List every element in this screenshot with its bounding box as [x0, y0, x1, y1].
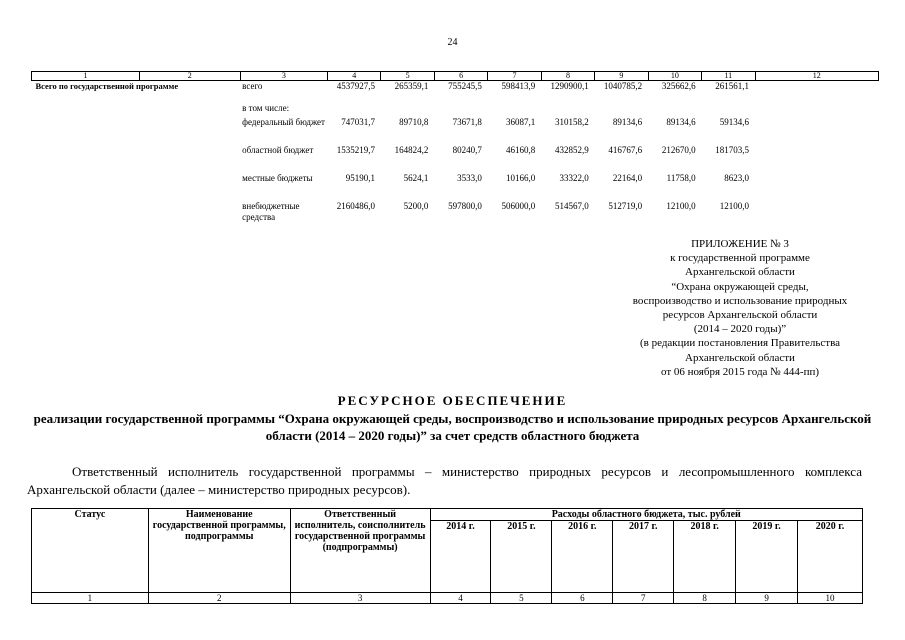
table-cell: 46160,8 — [506, 144, 536, 155]
table-cell: 10166,0 — [506, 172, 536, 183]
table-cell: 755245,5 — [448, 81, 482, 91]
header-year: 2016 г. — [552, 521, 613, 593]
appendix-line: Архангельской области — [685, 266, 795, 279]
column-number: 7 — [613, 593, 674, 604]
table-cell: 164824,2 — [394, 144, 429, 155]
column-number: 8 — [541, 72, 594, 81]
table-cell: 310158,2 — [554, 116, 589, 127]
column-number: 12 — [755, 72, 878, 81]
appendix-line: к государственной программе — [670, 252, 810, 265]
table-cell: 4537927,5 — [336, 81, 375, 91]
table-cell: 432852,9 — [554, 144, 589, 155]
table-cell: 12100,0 — [666, 200, 696, 211]
column-number: 4 — [430, 593, 491, 604]
table-cell: 1535219,7 — [336, 144, 375, 155]
row-label: федеральный бюджет — [242, 116, 325, 127]
table-cell: 5200,0 — [403, 200, 429, 211]
table-cell: 22164,0 — [612, 172, 643, 183]
row-label: в том числе: — [242, 102, 290, 113]
program-total-label: Всего по государственной программе — [35, 81, 179, 91]
appendix-line: (2014 – 2020 годы)” — [693, 323, 787, 336]
column-number: 6 — [552, 593, 613, 604]
table-cell: 597800,0 — [448, 200, 482, 211]
table-cell: 514567,0 — [554, 200, 589, 211]
table-cell: 261561,1 — [715, 81, 750, 91]
column-number: 11 — [702, 72, 755, 81]
header-responsible: Ответственный исполнитель, соисполнитель государственной программы (подпрограммы) — [290, 509, 430, 593]
table-cell: 506000,0 — [501, 200, 536, 211]
table-cell: 212670,0 — [661, 144, 696, 155]
column-number: 10 — [648, 72, 701, 81]
table-cell: 59134,6 — [719, 116, 750, 127]
table-cell: 1040785,2 — [603, 81, 643, 91]
appendix-line: ПРИЛОЖЕНИЕ № 3 — [691, 238, 789, 250]
program-funding-table — [31, 71, 879, 229]
appendix-line: от 06 ноября 2015 года № 444-пп) — [660, 365, 820, 378]
appendix-line: воспроизводство и использование природных — [632, 294, 848, 307]
appendix-block — [560, 237, 905, 379]
table-cell: 3533,0 — [457, 172, 482, 183]
appendix-line: “Охрана окружающей среды, — [671, 280, 809, 293]
column-number: 2 — [148, 593, 290, 604]
table-cell: 5624,1 — [403, 172, 429, 183]
section-subtitle: реализации государственной программы “Охрана окружающей среды, воспроизводство и использование природных ресурсов Архангельской области (2014 – 2020 годы)” за счет средств областного бюджета — [33, 411, 872, 443]
header-year: 2017 г. — [613, 521, 674, 593]
header-year: 2020 г. — [798, 521, 863, 593]
row-label: внебюджетные средства — [242, 200, 300, 222]
column-number: 9 — [595, 72, 648, 81]
table-cell: 747031,7 — [341, 116, 375, 127]
table-cell: 89134,6 — [612, 116, 643, 127]
table-row — [32, 117, 879, 145]
table-row — [32, 145, 879, 173]
section-title: РЕСУРСНОЕ ОБЕСПЕЧЕНИЕ — [337, 393, 568, 408]
table-row — [32, 81, 879, 103]
table-cell: 265359,1 — [394, 81, 429, 91]
column-number: 7 — [488, 72, 541, 81]
column-number: 10 — [798, 593, 863, 604]
column-number: 9 — [736, 593, 798, 604]
row-label: всего — [242, 81, 263, 91]
column-number: 4 — [328, 72, 381, 81]
column-number: 2 — [139, 72, 240, 81]
page-number: 24 — [447, 37, 458, 48]
table-cell: 598413,9 — [501, 81, 536, 91]
table-cell: 73671,8 — [452, 116, 482, 127]
header-year: 2019 г. — [736, 521, 798, 593]
appendix-line: Архангельской области — [685, 351, 795, 364]
row-label: областной бюджет — [242, 144, 314, 155]
table-cell: 95190,1 — [345, 172, 375, 183]
appendix-line: (в редакции постановления Правительства — [639, 337, 841, 350]
table-cell: 12100,0 — [719, 200, 750, 211]
table-cell: 89134,6 — [666, 116, 696, 127]
column-number: 5 — [491, 593, 552, 604]
table-cell: 2160486,0 — [336, 200, 375, 211]
row-label: местные бюджеты — [242, 172, 313, 183]
column-number: 1 — [32, 72, 140, 81]
header-year: 2014 г. — [430, 521, 491, 593]
header-year: 2015 г. — [491, 521, 552, 593]
table-cell: 33322,0 — [559, 172, 589, 183]
column-number-row — [32, 72, 879, 81]
table-row — [32, 103, 879, 117]
table-row — [32, 173, 879, 201]
column-number: 8 — [674, 593, 736, 604]
column-number: 5 — [381, 72, 434, 81]
table-cell: 1290900,1 — [550, 81, 589, 91]
table-cell: 36087,1 — [506, 116, 536, 127]
body-paragraph: Ответственный исполнитель государственной программы – министерство природных ресурсов и лесопромышленного комплекса Архангельской области (далее – министерство природных ресурсов). — [27, 464, 862, 497]
resource-table — [31, 508, 863, 604]
column-number: 3 — [240, 72, 327, 81]
table-cell: 325662,6 — [661, 81, 696, 91]
appendix-line: ресурсов Архангельской области — [662, 309, 818, 322]
column-number-row — [32, 593, 863, 604]
column-number: 6 — [434, 72, 487, 81]
column-number: 3 — [290, 593, 430, 604]
table-cell: 416767,6 — [608, 144, 643, 155]
table-row — [32, 201, 879, 229]
table-cell: 89710,8 — [399, 116, 429, 127]
table-cell: 80240,7 — [452, 144, 482, 155]
table-cell: 8623,0 — [724, 172, 750, 183]
table-cell: 181703,5 — [715, 144, 750, 155]
column-number: 1 — [32, 593, 149, 604]
table-cell: 512719,0 — [608, 200, 643, 211]
header-program-name: Наименование государственной программы, подпрограммы — [148, 509, 290, 593]
header-expenses: Расходы областного бюджета, тыс. рублей — [430, 509, 862, 521]
header-year: 2018 г. — [674, 521, 736, 593]
table-cell: 11758,0 — [666, 172, 696, 183]
header-status: Статус — [32, 509, 149, 593]
